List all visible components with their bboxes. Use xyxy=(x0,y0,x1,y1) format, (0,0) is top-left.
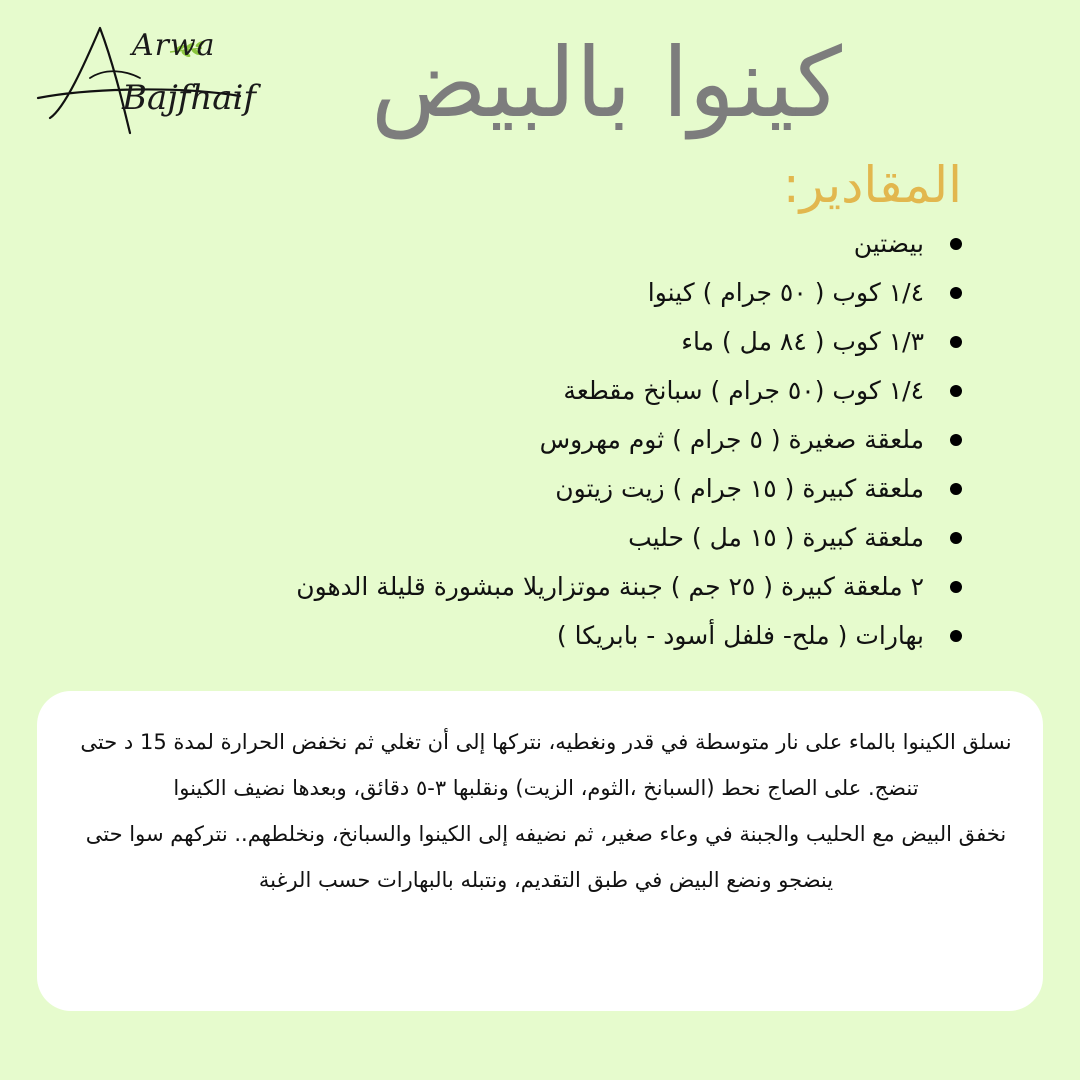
ingredient-text: ١/٤ كوب ( ٥٠ جرام ) كينوا xyxy=(647,278,924,307)
method-paragraph-1: نسلق الكينوا بالماء على نار متوسطة في قدر ونغطيه، نتركها إلى أن تغلي ثم نخفض الحرارة لمدة 15 د حتى تنضج. على الصاج نحط (السبانخ ،الثوم، الزيت) ونقلبها ٣-٥ دقائق، وبعدها نضيف الكينوا xyxy=(80,730,1012,800)
bullet-dot-icon xyxy=(950,287,962,299)
ingredient-item xyxy=(162,366,962,415)
ingredients-list xyxy=(162,219,962,660)
ingredient-item xyxy=(162,219,962,268)
ingredient-text: ملعقة كبيرة ( ١٥ مل ) حليب xyxy=(628,523,924,552)
ingredient-item xyxy=(162,464,962,513)
bullet-dot-icon xyxy=(950,483,962,495)
ingredient-text: بيضتين xyxy=(853,229,924,258)
ingredient-item xyxy=(162,562,962,611)
ingredient-text: ٢ ملعقة كبيرة ( ٢٥ جم ) جبنة موتزاريلا مبشورة قليلة الدهون xyxy=(296,572,924,601)
method-text xyxy=(77,719,1015,903)
ingredient-item xyxy=(162,513,962,562)
ingredient-text: ملعقة كبيرة ( ١٥ جرام ) زيت زيتون xyxy=(555,474,924,503)
bullet-dot-icon xyxy=(950,336,962,348)
ingredient-item xyxy=(162,317,962,366)
ingredient-text: ملعقة صغيرة ( ٥ جرام ) ثوم مهروس xyxy=(539,425,924,454)
brand-logo xyxy=(30,8,260,148)
bullet-dot-icon xyxy=(950,630,962,642)
ingredient-item xyxy=(162,415,962,464)
ingredient-text: بهارات ( ملح- فلفل أسود - بابريكا ) xyxy=(556,621,924,650)
bullet-dot-icon xyxy=(950,581,962,593)
method-card xyxy=(37,691,1043,1011)
bullet-dot-icon xyxy=(950,434,962,446)
recipe-title: كينوا بالبيض xyxy=(370,27,842,139)
ingredient-text: ١/٣ كوب ( ٨٤ مل ) ماء xyxy=(681,327,924,356)
logo-last-name: Bajfhaif xyxy=(122,78,257,118)
bullet-dot-icon xyxy=(950,238,962,250)
ingredients-heading: المقادير: xyxy=(782,156,962,214)
ingredient-item xyxy=(162,268,962,317)
method-paragraph-2: نخفق البيض مع الحليب والجبنة في وعاء صغير، ثم نضيفه إلى الكينوا والسبانخ، ونخلطهم.. نتركهم سوا حتى ينضجو ونضع البيض في طبق التقديم، ونتبله بالبهارات حسب الرغبة xyxy=(85,822,1007,892)
bullet-dot-icon xyxy=(950,385,962,397)
logo-first-name: Arwa xyxy=(132,28,216,63)
ingredient-text: ١/٤ كوب (٥٠ جرام ) سبانخ مقطعة xyxy=(563,376,924,405)
ingredient-item xyxy=(162,611,962,660)
bullet-dot-icon xyxy=(950,532,962,544)
